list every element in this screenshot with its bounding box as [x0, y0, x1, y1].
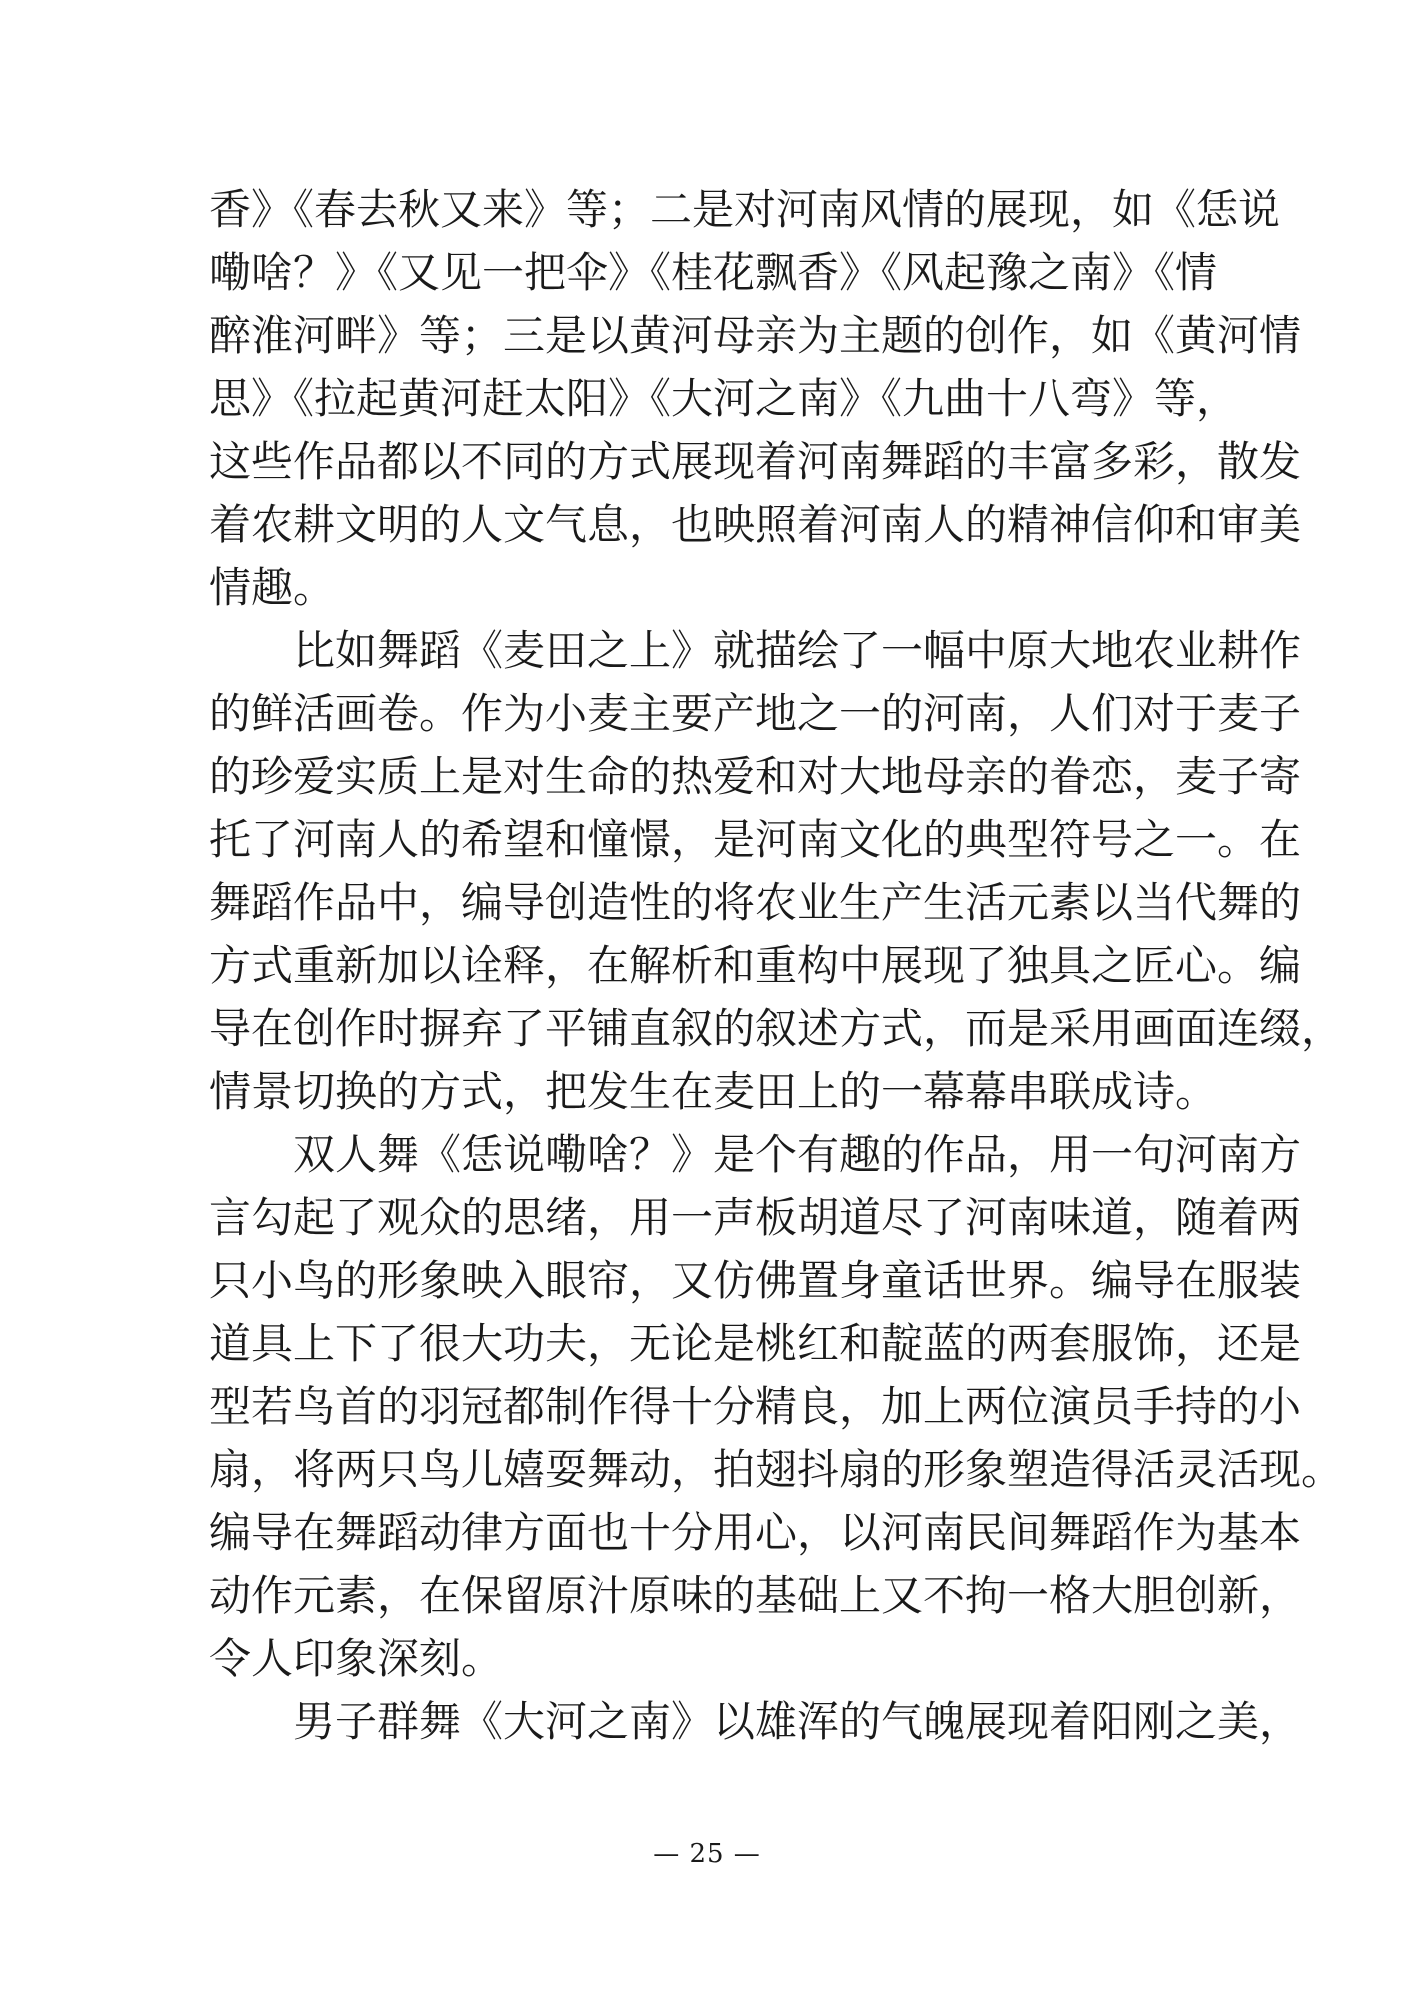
- text-line: 这些作品都以不同的方式展现着河南舞蹈的丰富多彩，散发: [209, 437, 1302, 486]
- text-line: 思》《拉起黄河赶太阳》《大河之南》《九曲十八弯》等，: [209, 374, 1239, 423]
- text-line: 嘞啥？》《又见一把伞》《桂花飘香》《风起豫之南》《情: [209, 248, 1218, 297]
- text-line: 香》《春去秋又来》等；二是对河南风情的展现，如《恁说: [209, 185, 1281, 234]
- text-line: 导在创作时摒弃了平铺直叙的叙述方式，而是采用画面连缀，: [209, 1004, 1344, 1053]
- text-line: 型若鸟首的羽冠都制作得十分精良，加上两位演员手持的小: [209, 1382, 1302, 1431]
- text-line: 令人印象深刻。: [209, 1634, 504, 1683]
- text-line: 只小鸟的形象映入眼帘，又仿佛置身童话世界。编导在服装: [209, 1256, 1302, 1305]
- text-line: 情景切换的方式，把发生在麦田上的一幕幕串联成诗。: [209, 1067, 1218, 1116]
- text-line: 扇，将两只鸟儿嬉耍舞动，拍翅抖扇的形象塑造得活灵活现。: [209, 1445, 1344, 1494]
- text-line: 的鲜活画卷。作为小麦主要产地之一的河南，人们对于麦子: [209, 689, 1302, 738]
- paragraph-first-line: 男子群舞《大河之南》以雄浑的气魄展现着阳刚之美，: [293, 1697, 1302, 1746]
- paragraph-first-line: 比如舞蹈《麦田之上》就描绘了一幅中原大地农业耕作: [293, 626, 1302, 675]
- text-line: 舞蹈作品中，编导创造性的将农业生产生活元素以当代舞的: [209, 878, 1302, 927]
- text-line: 托了河南人的希望和憧憬，是河南文化的典型符号之一。在: [209, 815, 1302, 864]
- text-line: 动作元素，在保留原汁原味的基础上又不拘一格大胆创新，: [209, 1571, 1302, 1620]
- text-line: 方式重新加以诠释，在解析和重构中展现了独具之匠心。编: [209, 941, 1302, 990]
- text-line: 着农耕文明的人文气息，也映照着河南人的精神信仰和审美: [209, 500, 1302, 549]
- paragraph-first-line: 双人舞《恁说嘞啥？》是个有趣的作品，用一句河南方: [293, 1130, 1302, 1179]
- body-text: [209, 178, 1344, 1753]
- text-line: 编导在舞蹈动律方面也十分用心，以河南民间舞蹈作为基本: [209, 1508, 1302, 1557]
- text-line: 道具上下了很大功夫，无论是桃红和靛蓝的两套服饰，还是: [209, 1319, 1302, 1368]
- text-line: 醉淮河畔》等；三是以黄河母亲为主题的创作，如《黄河情: [209, 311, 1302, 360]
- text-line: 言勾起了观众的思绪，用一声板胡道尽了河南味道，随着两: [209, 1193, 1302, 1242]
- text-line: 的珍爱实质上是对生命的热爱和对大地母亲的眷恋，麦子寄: [209, 752, 1302, 801]
- text-line: 情趣。: [209, 563, 336, 612]
- page-number: — 25 —: [653, 1839, 761, 1869]
